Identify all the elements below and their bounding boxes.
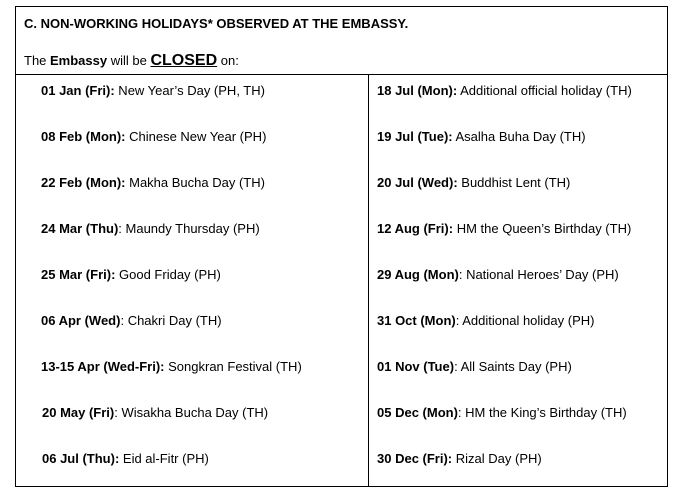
- holiday-row: [42, 405, 268, 420]
- holiday-date: 31 Oct (Mon): [377, 313, 456, 328]
- holiday-date: 30 Dec (Fri):: [377, 451, 453, 466]
- column-divider: [368, 74, 369, 486]
- section-heading: C. NON-WORKING HOLIDAYS* OBSERVED AT THE EMBASSY.: [24, 16, 409, 31]
- holiday-date: 19 Jul (Tue):: [377, 129, 453, 144]
- holiday-name: Rizal Day (PH): [452, 451, 542, 466]
- holiday-date: 29 Aug (Mon): [377, 267, 459, 282]
- holiday-date: 20 Jul (Wed):: [377, 175, 458, 190]
- holiday-date: 06 Jul (Thu):: [42, 451, 120, 466]
- holiday-date: 22 Feb (Mon):: [41, 175, 126, 190]
- holiday-row: [41, 129, 266, 144]
- holiday-row: [377, 267, 619, 282]
- holiday-name: Makha Bucha Day (TH): [125, 175, 265, 190]
- holiday-row: [377, 405, 627, 420]
- holiday-row: [377, 359, 572, 374]
- holiday-date: 24 Mar (Thu): [41, 221, 119, 236]
- holiday-row: [41, 175, 265, 190]
- header-divider: [16, 74, 667, 75]
- holiday-name: : Chakri Day (TH): [120, 313, 222, 328]
- holiday-name: : All Saints Day (PH): [454, 359, 572, 374]
- holiday-name: : National Heroes’ Day (PH): [458, 267, 619, 282]
- holiday-name: Eid al-Fitr (PH): [119, 451, 209, 466]
- holiday-name: : Maundy Thursday (PH): [118, 221, 260, 236]
- holiday-row: [41, 267, 221, 282]
- holiday-date: 08 Feb (Mon):: [41, 129, 126, 144]
- holiday-date: 18 Jul (Mon):: [377, 83, 458, 98]
- closed-notice-pre: The: [24, 53, 51, 68]
- holiday-date: 06 Apr (Wed): [41, 313, 121, 328]
- closed-word: CLOSED: [150, 52, 218, 69]
- holiday-row: [377, 83, 632, 98]
- closed-notice: [24, 52, 239, 70]
- closed-notice-mid: will be: [107, 53, 151, 68]
- holiday-date: 01 Nov (Tue): [377, 359, 455, 374]
- holiday-row: [41, 359, 302, 374]
- holiday-row: [377, 313, 594, 328]
- holiday-name: Asalha Buha Day (TH): [452, 129, 586, 144]
- holiday-row: [377, 175, 570, 190]
- holiday-date: 12 Aug (Fri):: [377, 221, 454, 236]
- holiday-name: Good Friday (PH): [115, 267, 221, 282]
- holiday-date: 01 Jan (Fri):: [41, 83, 115, 98]
- holiday-row: [42, 451, 209, 466]
- holidays-table: [15, 6, 668, 487]
- holiday-date: 25 Mar (Fri):: [41, 267, 116, 282]
- holiday-name: : Additional holiday (PH): [455, 313, 595, 328]
- holiday-date: 05 Dec (Mon): [377, 405, 458, 420]
- holiday-name: New Year’s Day (PH, TH): [114, 83, 265, 98]
- closed-notice-post: on:: [217, 53, 239, 68]
- holiday-date: 13-15 Apr (Wed-Fri):: [41, 359, 165, 374]
- holiday-name: Chinese New Year (PH): [125, 129, 267, 144]
- holiday-name: Songkran Festival (TH): [164, 359, 302, 374]
- holiday-row: [41, 83, 265, 98]
- holiday-name: : HM the King’s Birthday (TH): [457, 405, 627, 420]
- holiday-row: [377, 221, 631, 236]
- holiday-name: HM the Queen’s Birthday (TH): [453, 221, 632, 236]
- holiday-name: Buddhist Lent (TH): [457, 175, 571, 190]
- holiday-name: : Wisakha Bucha Day (TH): [114, 405, 269, 420]
- holiday-row: [377, 451, 542, 466]
- holiday-name: Additional official holiday (TH): [457, 83, 632, 98]
- holiday-row: [41, 221, 260, 236]
- holiday-row: [41, 313, 222, 328]
- closed-notice-embassy: Embassy: [50, 53, 108, 68]
- holiday-row: [377, 129, 586, 144]
- holiday-date: 20 May (Fri): [42, 405, 115, 420]
